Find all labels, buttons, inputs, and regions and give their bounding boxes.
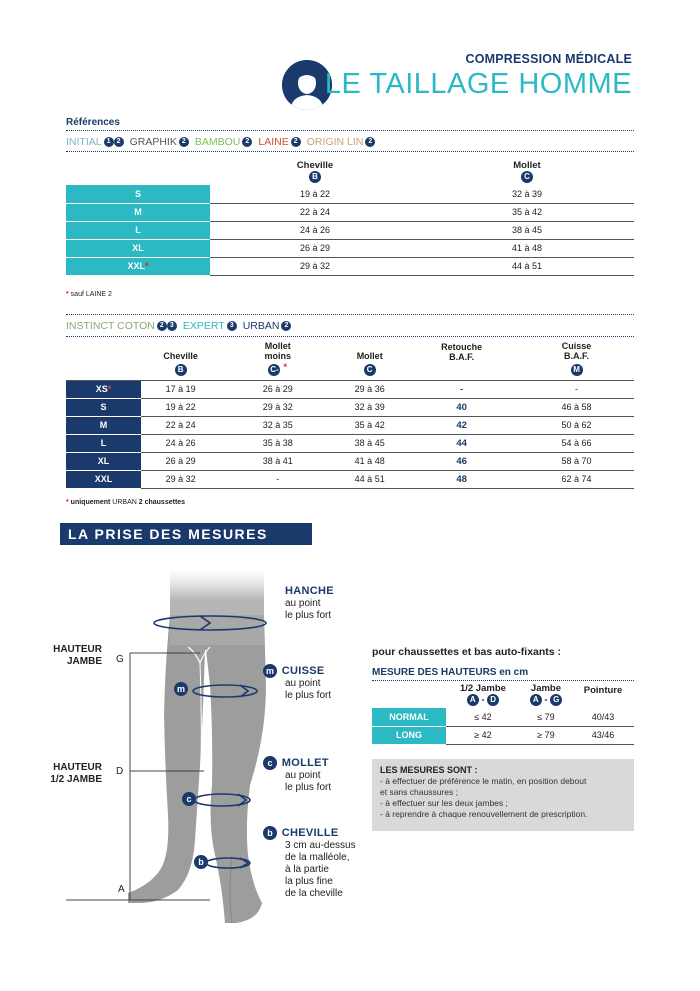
range-laine: LAINE 2	[258, 136, 300, 148]
size-cell: M	[66, 203, 210, 221]
table-row	[66, 203, 634, 221]
measures-info-box	[372, 759, 634, 831]
jambe-cell: ≤ 79	[520, 708, 572, 726]
jambe-cell: ≥ 79	[520, 726, 572, 744]
badge-b-icon: B	[175, 364, 187, 376]
badge-a-icon: A	[530, 694, 542, 706]
cuisse-cell: 58 à 70	[519, 452, 634, 470]
table-row	[66, 221, 634, 239]
cheville-cell: 17 à 19	[141, 380, 220, 398]
mollet-moins-cell: 29 à 32	[220, 398, 335, 416]
cuisse-cell: 50 à 62	[519, 416, 634, 434]
cuisse-cell: 62 à 74	[519, 470, 634, 488]
table-row	[66, 398, 634, 416]
label-cuisse: m CUISSE au point le plus fort	[263, 664, 331, 702]
cuisse-cell: -	[519, 380, 634, 398]
class-badge-icon: 1	[104, 137, 114, 147]
retouche-cell: 48	[404, 470, 519, 488]
col-header-mollet: Mollet C	[513, 160, 541, 181]
col-header-jambe: Jambe A - G	[530, 683, 562, 706]
mollet-cell: 35 à 42	[335, 416, 404, 434]
badge-m-icon: M	[571, 364, 583, 376]
size-cell: M	[66, 416, 141, 434]
label-mollet: c MOLLET au point le plus fort	[263, 756, 331, 794]
hauteur-jambe-label: HAUTEUR JAMBE	[53, 644, 102, 667]
badge-c-icon: c	[263, 756, 277, 770]
badge-c-icon: C	[521, 171, 533, 183]
retouche-cell: 42	[404, 416, 519, 434]
size-cell: L	[66, 221, 210, 239]
mollet-cell: 38 à 45	[420, 221, 634, 239]
table-row	[372, 708, 634, 726]
table-row	[66, 434, 634, 452]
table-row	[66, 239, 634, 257]
size-cell: XS*	[66, 380, 141, 398]
mollet-moins-cell: 32 à 35	[220, 416, 335, 434]
table-row	[66, 257, 634, 275]
cheville-cell: 19 à 22	[210, 185, 420, 203]
heights-title: MESURE DES HAUTEURS en cm	[372, 667, 529, 678]
class-badge-icon: 2	[179, 137, 189, 147]
header-subtitle: COMPRESSION MÉDICALE	[465, 52, 632, 66]
class-badge-icon: 2	[365, 137, 375, 147]
ranges-line-2	[66, 320, 634, 332]
size-cell: XL	[66, 452, 141, 470]
range-graphik: GRAPHIK 2	[130, 136, 189, 148]
box-line: - à reprendre à chaque renouvellement de prescription.	[380, 809, 588, 819]
badge-m-on-leg-icon: m	[174, 680, 188, 698]
hauteur-demi-jambe-label: HAUTEUR 1/2 JAMBE	[50, 762, 102, 785]
table-row	[372, 726, 634, 744]
references-label: Références	[66, 117, 120, 128]
heights-table	[372, 683, 634, 745]
box-title: LES MESURES SONT :	[380, 765, 478, 775]
divider	[66, 314, 634, 315]
cheville-cell: 26 à 29	[141, 452, 220, 470]
class-badge-icon: 3	[167, 321, 177, 331]
col-header-pointure: Pointure	[583, 685, 623, 696]
badge-b-on-leg-icon: b	[194, 853, 208, 871]
col-header-demi-jambe: 1/2 Jambe A - D	[459, 683, 506, 706]
col-header-cuisse-b-a-f-: Cuisse B.A.F. M	[519, 338, 634, 380]
badge-b-icon: B	[309, 171, 321, 183]
size-cell: XL	[66, 239, 210, 257]
size-cell: XXL	[66, 470, 141, 488]
class-badge-icon: 2	[114, 137, 124, 147]
range-expert: EXPERT 3	[183, 320, 237, 332]
box-line: - à effectuer de préférence le matin, en position debout	[380, 776, 587, 786]
height-type-cell: NORMAL	[372, 708, 446, 726]
table-row	[66, 185, 634, 203]
col-header-mollet: Mollet C	[335, 338, 404, 380]
cuisse-cell: 46 à 58	[519, 398, 634, 416]
page-title: LE TAILLAGE HOMME	[324, 68, 632, 100]
divider	[66, 151, 634, 152]
mollet-moins-cell: -	[220, 470, 335, 488]
class-badge-icon: 2	[157, 321, 167, 331]
range-bambou: BAMBOU 2	[195, 136, 253, 148]
cheville-cell: 22 à 24	[210, 203, 420, 221]
demi-jambe-cell: ≤ 42	[446, 708, 520, 726]
label-cheville: b CHEVILLE 3 cm au-dessus de la malléole, à la partie la plus fine de la cheville	[263, 826, 356, 900]
badge-d-icon: D	[487, 694, 499, 706]
section-title: LA PRISE DES MESURES	[60, 523, 312, 545]
pointure-cell: 43/46	[572, 726, 634, 744]
table-row	[66, 470, 634, 488]
box-line: - à effectuer sur les deux jambes ;	[380, 798, 508, 808]
cheville-cell: 22 à 24	[141, 416, 220, 434]
size-table-1	[66, 157, 634, 276]
mollet-cell: 44 à 51	[420, 257, 634, 275]
divider	[372, 680, 634, 681]
class-badge-icon: 3	[227, 321, 237, 331]
divider	[66, 130, 634, 131]
mollet-cell: 38 à 45	[335, 434, 404, 452]
mollet-cell: 29 à 36	[335, 380, 404, 398]
col-header-retouche-b-a-f-: Retouche B.A.F.	[404, 338, 519, 380]
mollet-moins-cell: 35 à 38	[220, 434, 335, 452]
range-origin-lin: ORIGIN LIN 2	[307, 136, 376, 148]
size-cell: XXL*	[66, 257, 210, 275]
label-hanche: HANCHE au point le plus fort	[285, 585, 334, 621]
divider	[66, 336, 634, 337]
mollet-cell: 41 à 48	[335, 452, 404, 470]
class-badge-icon: 2	[291, 137, 301, 147]
note-2: * uniquement URBAN 2 chaussettes	[66, 499, 186, 506]
col-header-cheville: Cheville B	[296, 160, 334, 181]
ranges-line-1	[66, 136, 634, 148]
mollet-moins-cell: 38 à 41	[220, 452, 335, 470]
point-g: G	[116, 654, 124, 665]
note-1: * sauf LAINE 2	[66, 291, 112, 298]
box-line: et sans chaussures ;	[380, 787, 458, 797]
cheville-cell: 19 à 22	[141, 398, 220, 416]
col-header-mollet-moins: Mollet moins C- *	[220, 338, 335, 380]
class-badge-icon: 2	[281, 321, 291, 331]
badge-c-icon: C	[364, 364, 376, 376]
badge-c-on-leg-icon: c	[182, 790, 196, 808]
mollet-cell: 44 à 51	[335, 470, 404, 488]
class-badge-icon: 2	[242, 137, 252, 147]
pointure-cell: 40/43	[572, 708, 634, 726]
range-urban: URBAN 2	[243, 320, 292, 332]
badge-g-icon: G	[550, 694, 562, 706]
cheville-cell: 29 à 32	[141, 470, 220, 488]
mollet-moins-cell: 26 à 29	[220, 380, 335, 398]
cheville-cell: 29 à 32	[210, 257, 420, 275]
range-initial: INITIAL 1 2	[66, 136, 124, 148]
retouche-cell: 46	[404, 452, 519, 470]
table-row	[66, 416, 634, 434]
retouche-cell: -	[404, 380, 519, 398]
badge-a-icon: A	[467, 694, 479, 706]
retouche-cell: 40	[404, 398, 519, 416]
size-cell: S	[66, 185, 210, 203]
cheville-cell: 24 à 26	[210, 221, 420, 239]
demi-jambe-cell: ≥ 42	[446, 726, 520, 744]
size-cell: L	[66, 434, 141, 452]
mollet-cell: 41 à 48	[420, 239, 634, 257]
col-header-cheville: Cheville B	[141, 338, 220, 380]
badge-b-icon: b	[263, 826, 277, 840]
cuisse-cell: 54 à 66	[519, 434, 634, 452]
mollet-cell: 32 à 39	[335, 398, 404, 416]
size-table-2	[66, 338, 634, 489]
heights-intro: pour chaussettes et bas auto-fixants :	[372, 646, 562, 658]
range-instinct-coton: INSTINCT COTON 2 3	[66, 320, 177, 332]
cheville-cell: 24 à 26	[141, 434, 220, 452]
cheville-cell: 26 à 29	[210, 239, 420, 257]
retouche-cell: 44	[404, 434, 519, 452]
point-a: A	[118, 884, 125, 895]
size-cell: S	[66, 398, 141, 416]
table-row	[66, 452, 634, 470]
table-row	[66, 380, 634, 398]
mollet-cell: 35 à 42	[420, 203, 634, 221]
height-type-cell: LONG	[372, 726, 446, 744]
badge-cminus-icon: C-	[270, 364, 279, 374]
mollet-cell: 32 à 39	[420, 185, 634, 203]
point-d: D	[116, 766, 124, 777]
badge-m-icon: m	[263, 664, 277, 678]
